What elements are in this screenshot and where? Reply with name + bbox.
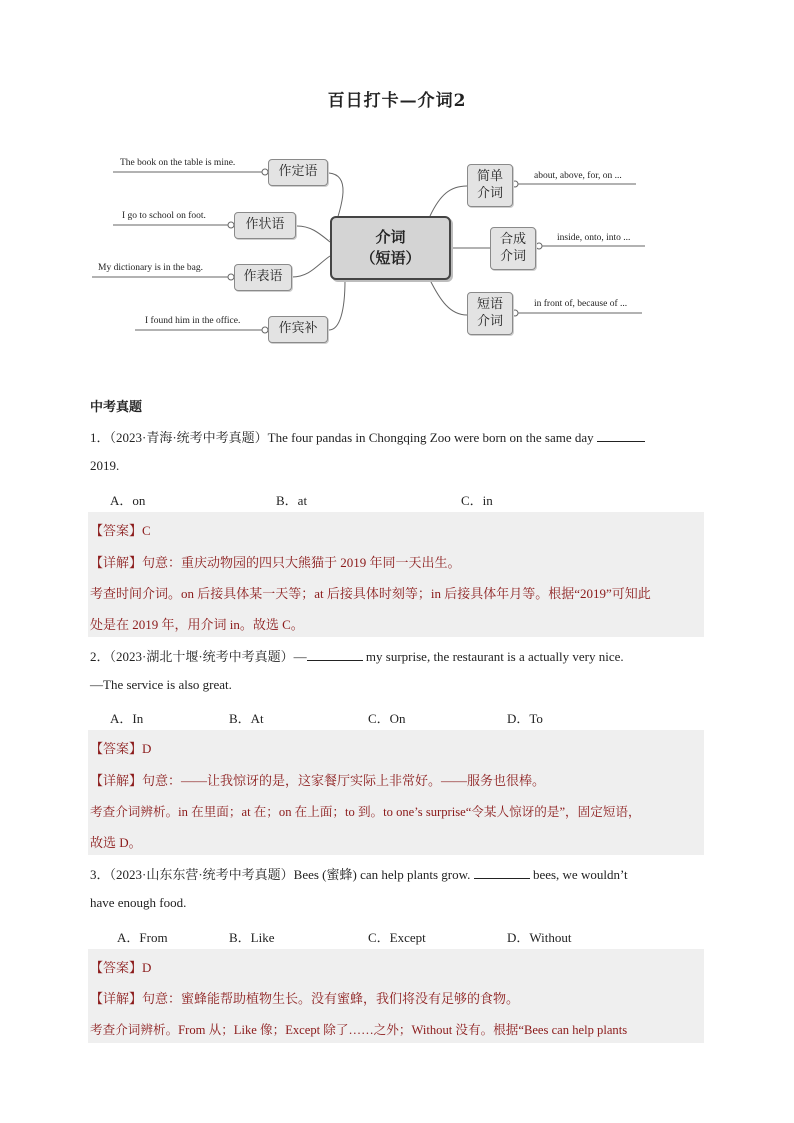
- node-simple-line2: 介词: [476, 185, 503, 201]
- option-d: D．Without: [507, 930, 572, 945]
- option-a: A．on: [110, 493, 146, 508]
- detail-1-line3: 处是在 2019 年，用介词 in。故选 C。: [90, 617, 304, 632]
- option-b: B．at: [276, 493, 308, 508]
- answer-3: 【答案】D: [90, 960, 152, 975]
- answer-box-2: [88, 730, 704, 855]
- detail-2-line1: 【详解】句意：——让我惊讶的是，这家餐厅实际上非常好。——服务也很棒。: [90, 773, 546, 788]
- question-2-suffix: my surprise, the restaurant is a actually very nice.: [365, 649, 624, 664]
- detail-3-line2: 考查介词辨析。From 从；Like 像；Except 除了……之外；Without 没有。根据“Bees can help plants: [90, 1023, 628, 1037]
- node-phrasal-line1: 短语: [476, 297, 503, 313]
- mindmap-example-simple: about, above, for, on ...: [534, 171, 622, 181]
- question-1-text: 1．（2023·青海·统考中考真题）The four pandas in Chongqing Zoo were born on the same day: [90, 430, 594, 445]
- option-b: B．At: [229, 711, 264, 726]
- mindmap-example-adverbial: I go to school on foot.: [122, 211, 206, 221]
- mindmap-node-compound: [490, 227, 536, 270]
- question-2-prefix: 2．（2023·湖北十堰·统考中考真题）—: [90, 649, 307, 664]
- mindmap-center-node: [330, 216, 451, 280]
- section-title: 中考真题: [90, 399, 143, 414]
- option-c: C．On: [368, 711, 406, 726]
- node-simple-line1: 简单: [476, 169, 503, 185]
- page-title: 百日打卡—介词2: [327, 91, 467, 111]
- answer-blank: [307, 648, 363, 661]
- question-3-stem-line2: have enough food.: [90, 895, 187, 910]
- node-compound-line1: 合成: [499, 232, 526, 248]
- detail-2-line2: 考查介词辨析。in 在里面；at 在；on 在上面；to 到。to one’s surprise“令某人惊讶的是”，固定短语，: [90, 805, 641, 819]
- mindmap-example-attributive: The book on the table is mine.: [120, 158, 236, 168]
- answer-1: 【答案】C: [90, 523, 151, 538]
- node-phrasal-line2: 介词: [476, 313, 503, 329]
- question-2-stem-line2: —The service is also great.: [90, 677, 232, 692]
- mindmap-connectors: [0, 0, 794, 400]
- mindmap-node-attributive: 作定语: [268, 159, 328, 186]
- mindmap-example-phrasal: in front of, because of ...: [534, 299, 628, 309]
- center-label-1: 介词: [375, 228, 406, 246]
- option-c: C．in: [461, 493, 493, 508]
- question-2-stem: [90, 646, 624, 665]
- mindmap-node-phrasal: [467, 292, 513, 335]
- option-a: A．From: [117, 930, 168, 945]
- mindmap-node-simple: [467, 164, 513, 207]
- mindmap-example-complement: I found him in the office.: [145, 316, 241, 326]
- question-3-suffix: bees, we wouldn’t: [532, 867, 628, 882]
- question-3-stem: [90, 864, 628, 883]
- mindmap-node-adverbial: 作状语: [234, 212, 296, 239]
- option-d: D．To: [507, 711, 543, 726]
- node-compound-line2: 介词: [499, 248, 526, 264]
- answer-blank: [597, 429, 645, 442]
- detail-1-line1: 【详解】句意：重庆动物园的四只大熊猫于 2019 年同一天出生。: [90, 555, 461, 570]
- mindmap-node-complement: 作宾补: [268, 316, 328, 343]
- mindmap-example-compound: inside, onto, into ...: [557, 233, 631, 243]
- mindmap-node-predicative: 作表语: [234, 264, 292, 291]
- answer-2: 【答案】D: [90, 741, 152, 756]
- option-b: B．Like: [229, 930, 275, 945]
- detail-2-line3: 故选 D。: [90, 835, 142, 850]
- answer-blank: [474, 866, 530, 879]
- detail-1-line2: 考查时间介词。on 后接具体某一天等；at 后接具体时刻等；in 后接具体年月等。根据“2019”可知此: [90, 586, 651, 601]
- question-1-stem: [90, 427, 645, 446]
- detail-3-line1: 【详解】句意：蜜蜂能帮助植物生长。没有蜜蜂，我们将没有足够的食物。: [90, 991, 520, 1006]
- question-3-prefix: 3．（2023·山东东营·统考中考真题）Bees (蜜蜂) can help plants grow.: [90, 867, 471, 882]
- mindmap-example-predicative: My dictionary is in the bag.: [98, 263, 204, 273]
- option-a: A．In: [110, 711, 144, 726]
- center-label-2: （短语）: [360, 249, 421, 267]
- option-c: C．Except: [368, 930, 426, 945]
- question-1-stem-line2: 2019.: [90, 458, 120, 473]
